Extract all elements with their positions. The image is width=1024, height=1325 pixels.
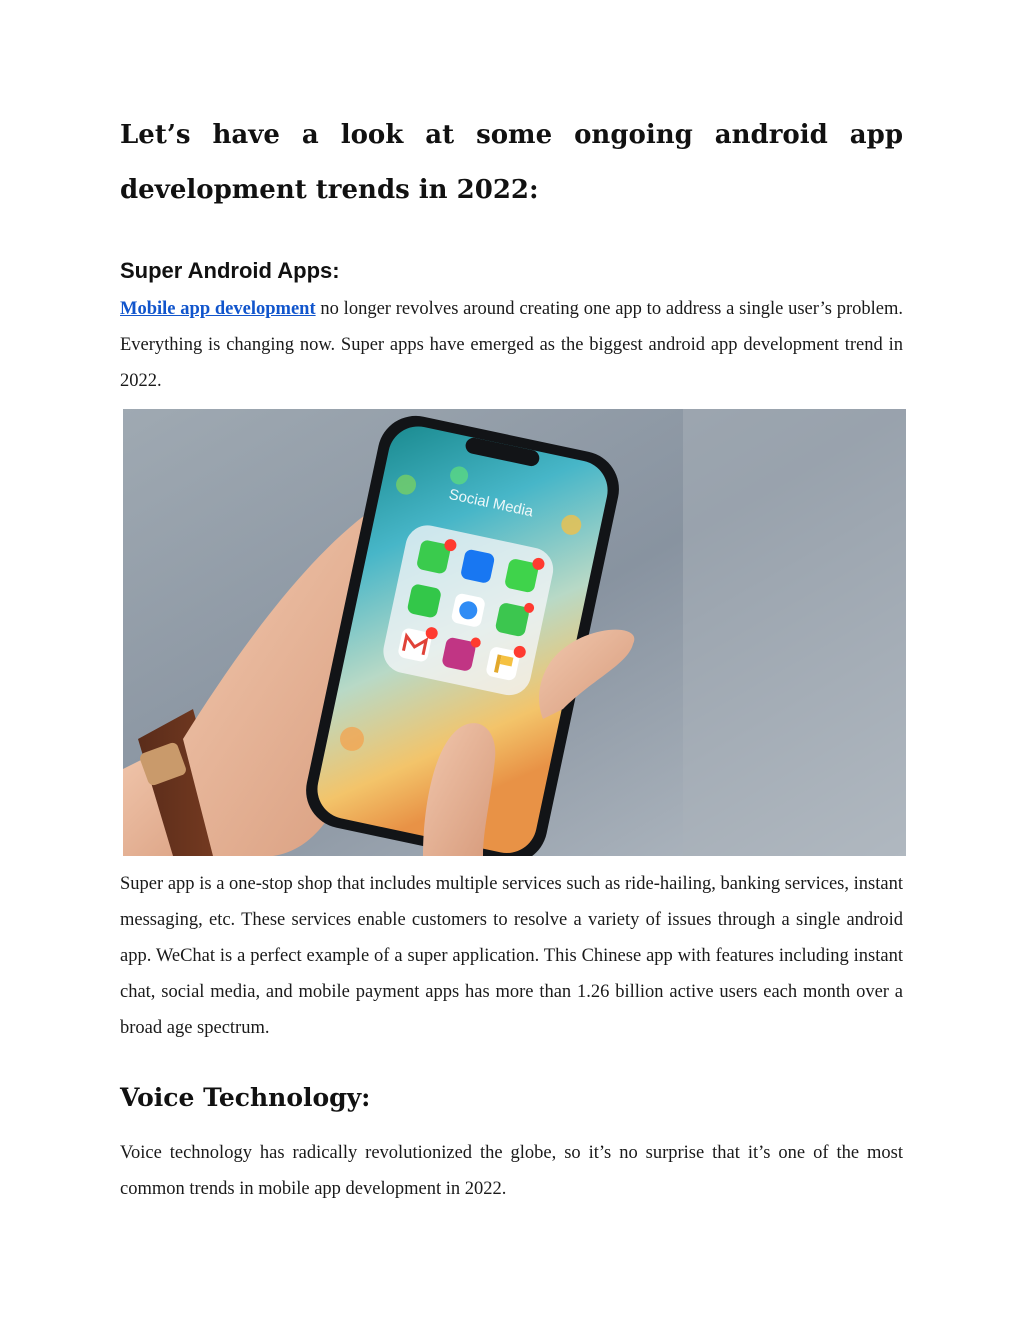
intro-paragraph — [120, 291, 903, 399]
voice-technology-paragraph: Voice technology has radically revolutionized the globe, so it’s no surprise that it’s one of the most common trends in mobile app development in 2022. — [120, 1143, 903, 1199]
svg-text:Social Media: Social Media — [447, 485, 535, 521]
mobile-app-development-link[interactable]: Mobile app development — [120, 299, 316, 319]
page-title: Let’s have a look at some ongoing android app development trends in 2022: — [120, 120, 903, 205]
super-app-paragraph: Super app is a one-stop shop that includes multiple services such as ride-hailing, banking services, instant messaging, etc. These services enable customers to resolve a variety of issues through a single android app. WeChat is a perfect example of a super application. This Chinese app with features including instant chat, social media, and mobile payment apps has more than 1.26 billion active users each month over a broad age spectrum. — [120, 874, 903, 1038]
phone-in-hand-photo — [123, 409, 906, 856]
section-heading-super-android-apps: Super Android Apps: — [120, 258, 340, 283]
section-heading-voice-technology: Voice Technology: — [120, 1083, 371, 1112]
intro-paragraph-text: no longer revolves around creating one app to address a single user’s problem. Everything is changing now. Super apps have emerged as the biggest android app development trend in 2022. — [120, 299, 904, 391]
